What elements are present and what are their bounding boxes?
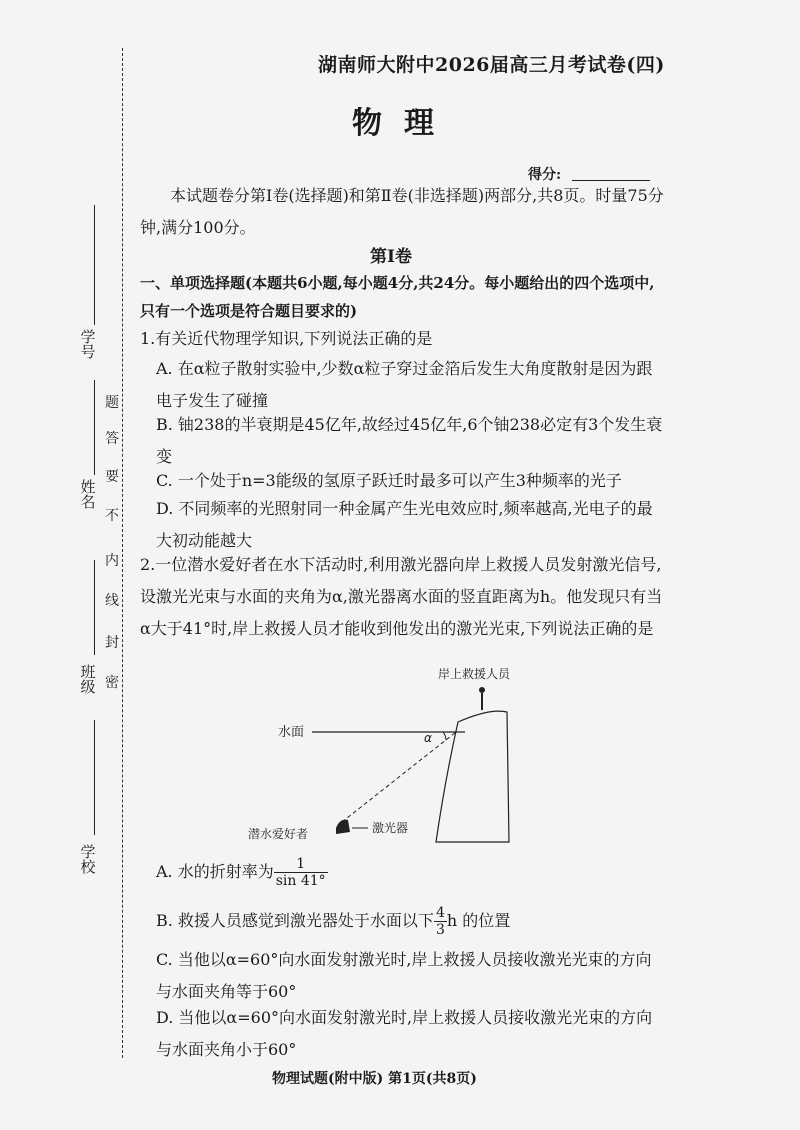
alpha-arc — [443, 732, 446, 740]
q1-stem: 1.有关近代物理学知识,下列说法正确的是 — [140, 329, 433, 348]
rescuer-label: 岸上救援人员 — [438, 667, 511, 681]
diver-figure — [336, 820, 350, 834]
seal-char-1: 题 — [105, 395, 119, 411]
q2-option-b-prefix: B. 救援人员感觉到激光器处于水面以下 — [156, 911, 434, 930]
q1-option-d[interactable]: D. 不同频率的光照射同一种金属产生光电效应时,频率越高,光电子的最大初动能越大 — [156, 499, 653, 550]
laser-beam — [342, 732, 456, 822]
q2-option-b-fraction — [434, 905, 447, 938]
q2-option-a-prefix: A. 水的折射率为 — [156, 862, 274, 881]
diver-label: 潜水爱好者 — [248, 827, 309, 841]
seal-char-6: 线 — [105, 593, 119, 609]
q1-option-c[interactable]: C. 一个处于n=3能级的氢原子跃迁时最多可以产生3种频率的光子 — [156, 471, 622, 490]
q2-option-b[interactable] — [156, 905, 664, 938]
intro-text: 本试题卷分第Ⅰ卷(选择题)和第Ⅱ卷(非选择题)两部分,共8页。时量75分钟,满分100分。 — [140, 186, 664, 237]
seal-char-3: 要 — [105, 469, 119, 485]
binding-dashed-line — [122, 48, 124, 1058]
q2-figure — [248, 660, 550, 850]
part1-heading: 一、单项选择题(本题共6小题,每小题4分,共24分。每小题给出的四个选项中,只有一个选项是符合题目要求的) — [140, 274, 655, 320]
subject-title: 物理 — [352, 106, 456, 141]
q2-option-c[interactable]: C. 当他以α=60°向水面发射激光时,岸上救援人员接收激光光束的方向与水面夹角等于60° — [156, 950, 652, 1001]
seal-char-5: 内 — [105, 553, 119, 569]
student-id-label: 学号 — [80, 328, 96, 361]
seal-char-7: 封 — [105, 635, 119, 651]
q1-option-a[interactable]: A. 在α粒子散射实验中,少数α粒子穿过金箔后发生大角度散射是因为跟电子发生了碰撞 — [156, 359, 653, 410]
page-footer: 物理试题(附中版) 第1页(共8页) — [272, 1071, 477, 1087]
school-blank — [94, 720, 96, 835]
q2-option-a[interactable] — [156, 856, 664, 889]
q2-option-a-fraction — [274, 856, 328, 889]
seal-char-2: 答 — [105, 431, 119, 447]
laser-label: 激光器 — [372, 821, 409, 835]
q2-b-numerator: 4 — [435, 905, 445, 921]
score-label: 得分: — [528, 167, 562, 183]
exam-title: 湖南师大附中2026届高三月考试卷(四) — [318, 54, 665, 76]
alpha-label: α — [424, 731, 432, 745]
q2-option-b-suffix: h 的位置 — [446, 911, 511, 930]
name-label: 姓名 — [80, 478, 96, 511]
rescuer-head — [479, 687, 485, 693]
q2-option-d[interactable]: D. 当他以α=60°向水面发射激光时,岸上救援人员接收激光光束的方向与水面夹角小于60° — [156, 1008, 653, 1059]
q2-a-denominator: sin 41° — [275, 873, 326, 889]
school-label: 学校 — [80, 843, 96, 876]
seal-char-8: 密 — [105, 675, 119, 691]
water-label: 水面 — [278, 725, 305, 740]
shore-cliff — [436, 711, 509, 842]
seal-char-4: 不 — [105, 508, 119, 524]
q1-option-b[interactable]: B. 铀238的半衰期是45亿年,故经过45亿年,6个铀238必定有3个发生衰变 — [156, 415, 663, 466]
q2-stem: 2.一位潜水爱好者在水下活动时,利用激光器向岸上救援人员发射激光信号,设激光光束与水面的夹角为α,激光器离水面的竖直距离为h。他发现只有当α大于41°时,岸上救援人员才能收到他发出的激光光束,下列说法正确的是 — [140, 555, 663, 638]
class-blank — [94, 560, 96, 655]
student-id-blank — [94, 205, 96, 325]
name-blank — [94, 380, 96, 475]
q2-a-numerator: 1 — [274, 856, 328, 873]
q2-b-denominator: 3 — [435, 922, 445, 938]
section-title: 第Ⅰ卷 — [370, 247, 412, 267]
class-label: 班级 — [80, 663, 96, 696]
